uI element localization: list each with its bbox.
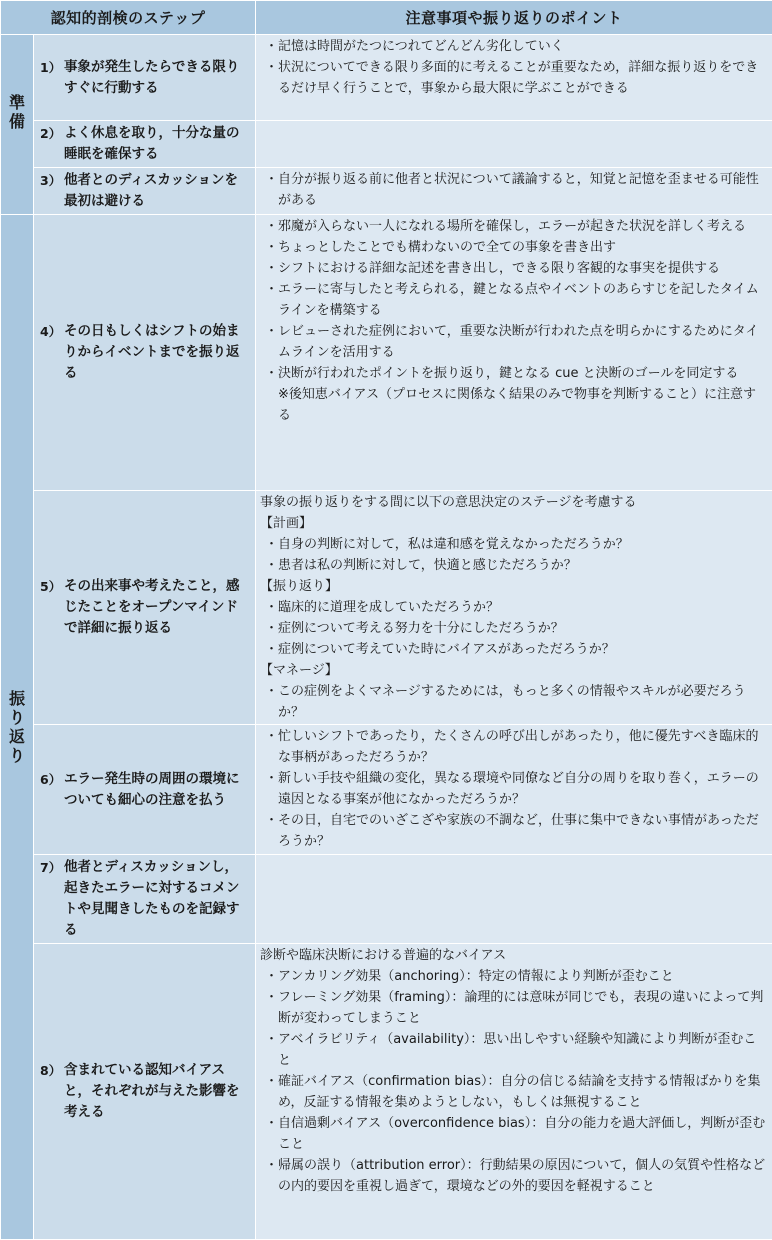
- points-cell: [256, 944, 772, 1240]
- table-row: [1, 215, 772, 491]
- point-item: ・自分が振り返る前に他者と状況について議論すると，知覚と記憶を歪ませる可能性がある: [260, 169, 768, 211]
- step-cell: [34, 944, 256, 1240]
- bias-item-overconfidence: ・自信過剰バイアス（overconfidence bias）：自分の能力を過大評価し，判断が歪むこと: [260, 1113, 768, 1155]
- step-number: 5）: [40, 576, 64, 597]
- table-row: [1, 121, 772, 168]
- bias-item-availability: ・アベイラビリティ（availability）：思い出しやすい経験や知識により判断が歪むこと: [260, 1029, 768, 1071]
- points-intro: 事象の振り返りをする間に以下の意思決定のステージを考慮する: [260, 492, 768, 513]
- point-item: ・自身の判断に対して，私は違和感を覚えなかっただろうか？: [260, 534, 768, 555]
- point-item: ・シフトにおける詳細な記述を書き出し，できる限り客観的な事実を提供する: [260, 258, 768, 279]
- step-cell: [34, 121, 256, 168]
- step-text: エラー発生時の周囲の環境についても細心の注意を払う: [64, 769, 251, 811]
- point-item: ・この症例をよくマネージするためには，もっと多くの情報やスキルが必要だろうか？: [260, 681, 768, 723]
- point-item: ・忙しいシフトであったり，たくさんの呼び出しがあったり，他に優先すべき臨床的な事柄があっただろうか？: [260, 726, 768, 768]
- step-number: 7）: [40, 857, 64, 878]
- point-item: ・エラーに寄与したと考えられる，鍵となる点やイベントのあらすじを記したタイムラインを構築する: [260, 279, 768, 321]
- point-item: ・症例について考えていた時にバイアスがあっただろうか？: [260, 639, 768, 660]
- group-reflection: [1, 215, 34, 1240]
- table-row: [1, 168, 772, 215]
- table-row: [1, 855, 772, 944]
- step-cell: [34, 725, 256, 855]
- bias-item-confirmation: ・確証バイアス（confirmation bias）：自分の信じる結論を支持する情報ばかりを集め，反証する情報を集めようとしない，もしくは無視すること: [260, 1071, 768, 1113]
- group-label-preparation: 準備: [8, 93, 26, 131]
- points-cell-empty: [256, 121, 772, 168]
- point-item: ・状況についてできる限り多面的に考えることが重要なため，詳細な振り返りをできるだけ早く行うことで，事象から最大限に学ぶことができる: [260, 57, 768, 99]
- point-item: ・決断が行われたポイントを振り返り，鍵となる cue と決断のゴールを同定する: [260, 363, 768, 384]
- step-number: 8）: [40, 1060, 64, 1081]
- points-cell: [256, 35, 772, 121]
- section-title-manage: 【マネージ】: [260, 660, 768, 681]
- step-number: 6）: [40, 769, 64, 790]
- step-number: 4）: [40, 321, 64, 342]
- step-cell: [34, 855, 256, 944]
- step-text: 含まれている認知バイアスと，それぞれが与えた影響を考える: [64, 1060, 251, 1123]
- step-cell: [34, 35, 256, 121]
- bias-item-attribution: ・帰属の誤り（attribution error）：行動結果の原因について，個人の気質や性格などの内的要因を重視し過ぎて，環境などの外的要因を軽視すること: [260, 1155, 768, 1197]
- point-item: ・記憶は時間がたつにつれてどんどん劣化していく: [260, 36, 768, 57]
- points-intro: 診断や臨床決断における普遍的なバイアス: [260, 945, 768, 966]
- header-row: [1, 1, 772, 35]
- step-text: 他者とディスカッションし，起きたエラーに対するコメントや見聞きしたものを記録する: [64, 857, 251, 941]
- points-cell: [256, 168, 772, 215]
- header-points: 注意事項や振り返りのポイント: [256, 1, 772, 35]
- step-cell: [34, 215, 256, 491]
- group-preparation: [1, 35, 34, 215]
- points-cell: [256, 215, 772, 491]
- points-cell: [256, 725, 772, 855]
- point-item: ・邪魔が入らない一人になれる場所を確保し，エラーが起きた状況を詳しく考える: [260, 216, 768, 237]
- point-item: ・その日，自宅でのいざこざや家族の不調など，仕事に集中できない事情があっただろうか？: [260, 810, 768, 852]
- hindsight-bias-note: ※後知恵バイアス（プロセスに関係なく結果のみで物事を判断すること）に注意する: [260, 384, 768, 426]
- point-item: ・レビューされた症例において，重要な決断が行われた点を明らかにするためにタイムラインを活用する: [260, 321, 768, 363]
- point-item: ・臨床的に道理を成していただろうか？: [260, 597, 768, 618]
- step-text: その出来事や考えたこと，感じたことをオープンマインドで詳細に振り返る: [64, 576, 251, 639]
- table-row: [1, 491, 772, 725]
- step-cell: [34, 491, 256, 725]
- table-row: [1, 944, 772, 1240]
- point-item: ・症例について考える努力を十分にしただろうか？: [260, 618, 768, 639]
- bias-item-anchoring: ・アンカリング効果（anchoring）：特定の情報により判断が歪むこと: [260, 966, 768, 987]
- point-item: ・新しい手技や組織の変化，異なる環境や同僚など自分の周りを取り巻く，エラーの遠因となる事案が他になかっただろうか？: [260, 768, 768, 810]
- points-cell: [256, 491, 772, 725]
- point-item: ・ちょっとしたことでも構わないので全ての事象を書き出す: [260, 237, 768, 258]
- group-label-reflection: 振り返り: [8, 689, 26, 765]
- step-text: よく休息を取り，十分な量の睡眠を確保する: [64, 123, 251, 165]
- table-row: [1, 725, 772, 855]
- section-title-plan: 【計画】: [260, 513, 768, 534]
- bias-item-framing: ・フレーミング効果（framing）：論理的には意味が同じでも，表現の違いによって判断が変わってしまうこと: [260, 987, 768, 1029]
- table-row: [1, 35, 772, 121]
- step-number: 1）: [40, 57, 64, 78]
- step-cell: [34, 168, 256, 215]
- step-text: 事象が発生したらできる限りすぐに行動する: [64, 57, 251, 99]
- points-cell-empty: [256, 855, 772, 944]
- section-title-reflect: 【振り返り】: [260, 576, 768, 597]
- step-text: その日もしくはシフトの始まりからイベントまでを振り返る: [64, 321, 251, 384]
- step-text: 他者とのディスカッションを最初は避ける: [64, 170, 251, 212]
- step-number: 3）: [40, 170, 64, 191]
- step-number: 2）: [40, 123, 64, 144]
- point-item: ・患者は私の判断に対して，快適と感じただろうか？: [260, 555, 768, 576]
- header-steps: 認知的剖検のステップ: [1, 1, 256, 35]
